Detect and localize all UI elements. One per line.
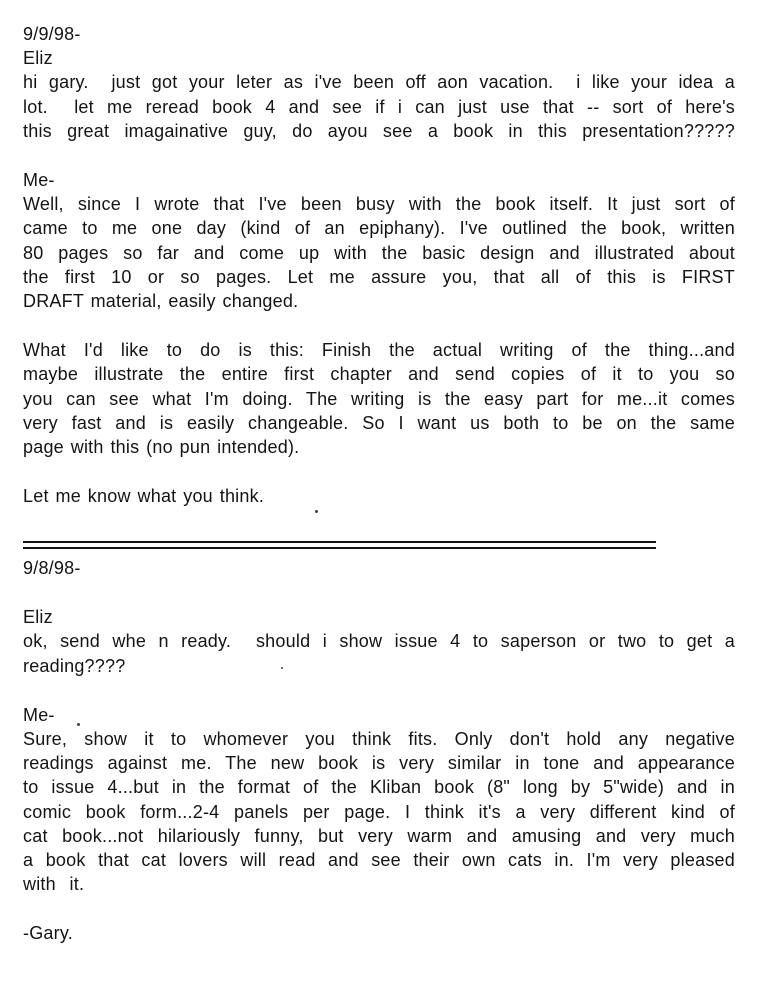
paragraph-gap — [23, 459, 735, 484]
closing-request-line: Let me know what you think. — [23, 486, 265, 507]
eliz-message-2-line: reading???? — [23, 655, 126, 676]
me-reply-paragraph-3-line: a book that cat lovers will read and see their own cats in. I'm very pleased — [23, 850, 735, 871]
me-reply-paragraph-2-line: you can see what I'm doing. The writing is the easy part for me...it comes — [23, 388, 735, 409]
me-reply-paragraph-1-line: the first 10 or so pages. Let me assure you, that all of this is FIRST — [23, 266, 735, 287]
me-reply-paragraph-3-line: cat book...not hilariously funny, but very warm and amusing and very much — [23, 825, 735, 846]
salutation-eliz: Eliz — [23, 48, 53, 69]
paragraph-gap — [23, 143, 735, 168]
me-reply-paragraph-3-line: with it. — [23, 874, 85, 895]
me-reply-paragraph-2-line: What I'd like to do is this: Finish the actual writing of the thing...and — [23, 340, 735, 361]
me-reply-paragraph-1-line: came to me one day (kind of an epiphany). I've outlined the book, written — [23, 218, 735, 239]
salutation-me: Me- — [23, 170, 55, 191]
me-reply-paragraph-1-line: DRAFT material, easily changed. — [23, 291, 299, 312]
eliz-message-1-line: hi gary. just got your leter as i've been off aon vacation. i like your idea a — [23, 72, 735, 93]
me-reply-paragraph-2-line: maybe illustrate the entire first chapter and send copies of it to you so — [23, 364, 735, 385]
signature-gary: -Gary. — [23, 923, 73, 944]
me-reply-paragraph-1-line: Well, since I wrote that I've been busy with the book itself. It just sort of — [23, 194, 735, 215]
me-reply-paragraph-3-line: to issue 4...but in the format of the Kliban book (8" long by 5"wide) and in — [23, 777, 735, 798]
me-reply-paragraph-3-line: readings against me. The new book is very similar in tone and appearance — [23, 753, 735, 774]
paragraph-gap — [23, 678, 735, 703]
scan-speck — [315, 510, 318, 513]
eliz-message-1-line: lot. let me reread book 4 and see if i can just use that -- sort of here's — [23, 96, 735, 117]
me-reply-paragraph-2-line: very fast and is easily changeable. So I want us both to be on the same — [23, 412, 735, 433]
paragraph-gap — [23, 313, 735, 338]
me-reply-paragraph-3-line: comic book form...2-4 panels per page. I think it's a very different kind of — [23, 801, 735, 822]
scan-speck — [281, 667, 283, 669]
eliz-message-2-line: ok, send whe n ready. should i show issue 4 to saperson or two to get a — [23, 631, 735, 652]
me-reply-paragraph-3-line: Sure, show it to whomever you think fits. Only don't hold any negative — [23, 729, 735, 750]
scan-speck — [77, 723, 80, 726]
paragraph-gap — [23, 896, 735, 921]
date-line-second: 9/8/98- — [23, 558, 81, 579]
me-reply-paragraph-1-line: 80 pages so far and come up with the basic design and illustrated about — [23, 242, 735, 263]
section-divider-rule — [23, 541, 656, 549]
me-reply-paragraph-2-line: page with this (no pun intended). — [23, 437, 300, 458]
eliz-message-1-line: this great imagainative guy, do ayou see a book in this presentation????? — [23, 120, 735, 141]
salutation-me-2: Me- — [23, 704, 55, 725]
salutation-eliz-2: Eliz — [23, 607, 53, 628]
paragraph-gap — [23, 580, 735, 605]
date-line-first: 9/9/98- — [23, 24, 81, 44]
